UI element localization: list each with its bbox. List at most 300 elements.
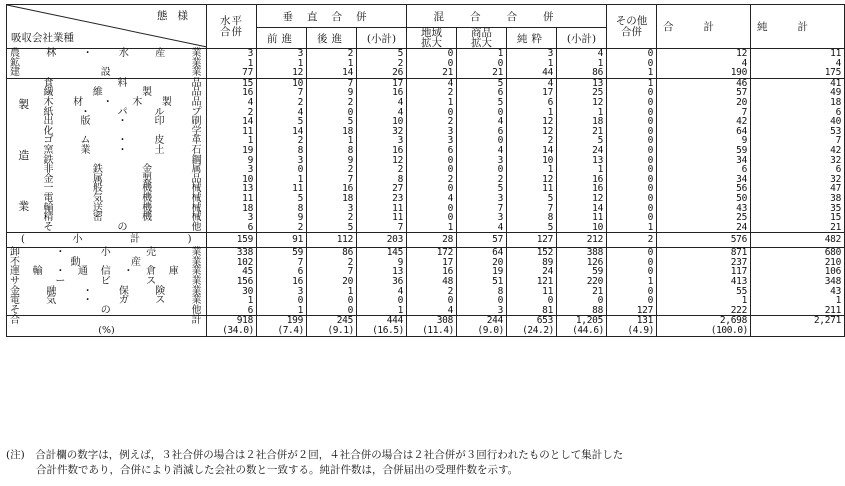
table-cell: 413 [657, 277, 751, 287]
table-cell: 0 [607, 59, 657, 69]
table-cell: 6 [657, 165, 751, 175]
row-label: 食料品 [41, 78, 207, 88]
table-cell: 42 [657, 117, 751, 127]
table-cell: 19 [207, 146, 257, 156]
table-cell: 15 [207, 78, 257, 88]
row-label: 鉄鋼 [41, 156, 207, 166]
table-cell: 91 [257, 233, 307, 248]
table-cell: 2 [307, 213, 357, 223]
table-cell: 0 [407, 204, 457, 214]
table-cell: 0 [607, 156, 657, 166]
table-cell: 34 [657, 156, 751, 166]
table-cell: (4.9) [607, 326, 657, 336]
table-cell: 15 [751, 213, 845, 223]
table-cell: 1,205 [557, 316, 607, 326]
row-label: 精密機械 [41, 213, 207, 223]
table-cell: 0 [607, 88, 657, 98]
table-cell: 0 [457, 165, 507, 175]
table-cell: 49 [751, 88, 845, 98]
row-label: その他 [41, 223, 207, 233]
table-cell: 106 [751, 267, 845, 277]
table-cell: 44 [507, 68, 557, 78]
table-cell: 7 [307, 267, 357, 277]
table-cell: 2 [407, 287, 457, 297]
table-cell: 3 [457, 156, 507, 166]
table-cell: 3 [507, 49, 557, 59]
table-cell: 21 [557, 127, 607, 137]
table-cell: 1 [607, 78, 657, 88]
table-cell: 35 [751, 204, 845, 214]
footnote [6, 448, 796, 478]
table-cell: 0 [607, 184, 657, 194]
table-cell: 40 [751, 117, 845, 127]
table-cell: 2 [407, 117, 457, 127]
table-cell: 127 [607, 306, 657, 316]
table-cell: 2 [207, 108, 257, 118]
table-cell: 12 [357, 156, 407, 166]
footnote-line-1: (注) 合計欄の数字は，例えば，３社合併の場合は２社合併が２回，４社合併の場合は２社合併が３回行われたものとして集計した [6, 449, 624, 461]
table-cell: (44.6) [557, 326, 607, 336]
row-label: 一般機械 [41, 184, 207, 194]
table-cell: 17 [357, 78, 407, 88]
table-cell: 3 [457, 194, 507, 204]
merger-table-wrap [6, 4, 841, 337]
table-cell: 36 [357, 277, 407, 287]
corner-header-mode: 態様 [157, 10, 198, 22]
table-cell: 5 [307, 223, 357, 233]
table-cell: 4 [407, 78, 457, 88]
table-cell: 12 [557, 194, 607, 204]
table-cell: 482 [751, 233, 845, 248]
table-cell: 0 [557, 296, 607, 306]
header-horizontal: 水平合併 [207, 5, 257, 49]
table-cell: 1 [307, 59, 357, 69]
table-cell: 159 [207, 233, 257, 248]
row-label: 繊維製品 [41, 88, 207, 98]
table-cell: 237 [657, 258, 751, 268]
table-cell: 4 [407, 194, 457, 204]
table-cell: 11 [207, 194, 257, 204]
table-cell: 25 [657, 213, 751, 223]
table-cell: 0 [607, 146, 657, 156]
table-cell: 4 [407, 306, 457, 316]
header-product-expand: 商品拡大 [457, 28, 507, 49]
table-cell: 13 [557, 78, 607, 88]
manufacturing-subtotal-row [7, 233, 845, 248]
table-cell: 8 [307, 146, 357, 156]
table-cell: 59 [657, 146, 751, 156]
row-label: ゴム・皮革 [41, 136, 207, 146]
table-cell: 172 [407, 248, 457, 258]
table-cell: 18 [557, 117, 607, 127]
table-cell: 1 [607, 68, 657, 78]
table-cell: 20 [457, 258, 507, 268]
table-cell: 12 [557, 98, 607, 108]
table-cell: 1 [507, 165, 557, 175]
table-cell: 0 [607, 108, 657, 118]
table-cell: 0 [607, 175, 657, 185]
table-cell: 1 [557, 108, 607, 118]
table-cell: 5 [257, 117, 307, 127]
table-cell: 2 [307, 258, 357, 268]
table-cell: 6 [457, 127, 507, 137]
header-region-expand: 地域拡大 [407, 28, 457, 49]
table-cell: 12 [507, 117, 557, 127]
table-cell: 0 [407, 49, 457, 59]
row-label: 運輸・通信・倉庫業 [7, 267, 207, 277]
table-cell: 6 [207, 306, 257, 316]
row-label: サービス業 [7, 277, 207, 287]
table-cell: 12 [657, 49, 751, 59]
table-cell: 2 [257, 98, 307, 108]
table-cell: 10 [257, 78, 307, 88]
table-cell: 53 [751, 127, 845, 137]
table-cell: 9 [657, 136, 751, 146]
table-cell: 222 [657, 306, 751, 316]
table-cell: 17 [407, 258, 457, 268]
row-label: 卸・小売業 [7, 248, 207, 258]
table-cell: 2 [307, 49, 357, 59]
table-cell: 0 [257, 165, 307, 175]
table-cell: 25 [557, 88, 607, 98]
table-cell: 2 [307, 98, 357, 108]
table-cell [751, 326, 845, 336]
table-cell: 0 [457, 59, 507, 69]
table-cell: 7 [657, 108, 751, 118]
table-cell: 1 [507, 108, 557, 118]
table-cell: 0 [507, 296, 557, 306]
table-cell: 13 [357, 267, 407, 277]
row-label: 窯業・土石 [41, 146, 207, 156]
table-cell: 14 [207, 117, 257, 127]
table-cell: 32 [357, 127, 407, 137]
table-cell: 3 [457, 213, 507, 223]
table-cell: 7 [357, 223, 407, 233]
table-cell: 7 [307, 78, 357, 88]
table-cell: 121 [507, 277, 557, 287]
table-cell: 0 [407, 184, 457, 194]
table-cell: 34 [657, 175, 751, 185]
table-cell: 13 [207, 184, 257, 194]
table-cell: 5 [507, 223, 557, 233]
table-cell: 8 [257, 204, 307, 214]
table-cell: 32 [751, 175, 845, 185]
table-cell: 88 [557, 306, 607, 316]
table-cell: 59 [557, 267, 607, 277]
table-cell: 5 [307, 117, 357, 127]
table-cell: 1 [457, 49, 507, 59]
table-cell: 1 [751, 296, 845, 306]
table-cell: 3 [257, 156, 307, 166]
table-cell: 2 [357, 59, 407, 69]
table-cell: 64 [657, 127, 751, 137]
table-cell: 8 [457, 287, 507, 297]
header-pure: 純粋 [507, 28, 557, 49]
table-cell: 2 [407, 175, 457, 185]
table-cell: 2 [607, 233, 657, 248]
percent-row [7, 326, 845, 336]
table-cell: 46 [657, 78, 751, 88]
header-mixed: 混合合併 [407, 5, 607, 28]
table-cell: 4 [357, 108, 407, 118]
table-cell: 59 [257, 248, 307, 258]
table-cell: 3 [407, 127, 457, 137]
table-cell: 0 [407, 108, 457, 118]
table-cell: 190 [657, 68, 751, 78]
table-cell: 10 [357, 117, 407, 127]
table-cell: 5 [457, 98, 507, 108]
table-cell: 3 [357, 136, 407, 146]
table-cell: 38 [751, 194, 845, 204]
table-cell: 14 [507, 146, 557, 156]
table-cell: 18 [751, 98, 845, 108]
table-cell: 576 [657, 233, 751, 248]
table-cell: (100.0) [657, 326, 751, 336]
table-cell: 112 [307, 233, 357, 248]
header-vertical-subtotal: (小計) [357, 28, 407, 49]
table-cell: 5 [507, 194, 557, 204]
table-cell: 0 [607, 287, 657, 297]
table-cell: 5 [457, 78, 507, 88]
table-cell: 4 [257, 108, 307, 118]
table-cell: 55 [657, 287, 751, 297]
table-cell: 245 [307, 316, 357, 326]
table-cell: 11 [207, 127, 257, 137]
table-cell: 13 [557, 156, 607, 166]
table-cell: 7 [257, 88, 307, 98]
table-cell: 6 [407, 146, 457, 156]
table-cell: 21 [751, 223, 845, 233]
table-cell: 14 [257, 127, 307, 137]
row-label: 電気・ガス業 [7, 296, 207, 306]
table-cell: 4 [557, 49, 607, 59]
row-label: 金融・保険業 [7, 287, 207, 297]
table-cell: 4 [751, 59, 845, 69]
merger-statistics-table [6, 4, 845, 337]
table-cell: 1 [307, 287, 357, 297]
corner-header-cell [7, 5, 207, 49]
table-cell: 10 [207, 175, 257, 185]
table-cell: 8 [507, 213, 557, 223]
table-cell: (16.5) [357, 326, 407, 336]
header-total: 合計 [657, 5, 751, 49]
table-cell: 16 [307, 184, 357, 194]
table-cell: 21 [407, 68, 457, 78]
row-label: 輸送機械 [41, 204, 207, 214]
table-cell: 0 [357, 296, 407, 306]
table-cell: 6 [507, 98, 557, 108]
table-cell: 20 [307, 277, 357, 287]
table-cell: 16 [207, 88, 257, 98]
table-cell: 0 [407, 156, 457, 166]
manufacturing-side-char: 造 [18, 148, 30, 162]
table-cell: 1 [307, 136, 357, 146]
table-cell: 4 [657, 59, 751, 69]
table-cell: 43 [751, 287, 845, 297]
row-label: (%) [7, 326, 207, 336]
table-cell: 86 [307, 248, 357, 258]
table-cell: 4 [357, 98, 407, 108]
table-cell: 11 [357, 204, 407, 214]
table-cell: 8 [357, 175, 407, 185]
table-cell: 3 [257, 49, 307, 59]
table-cell: 6 [257, 267, 307, 277]
table-cell: 7 [751, 136, 845, 146]
table-cell: 0 [457, 108, 507, 118]
table-cell: 131 [607, 316, 657, 326]
table-cell: (9.0) [457, 326, 507, 336]
table-cell: 0 [607, 258, 657, 268]
table-cell: 16 [557, 184, 607, 194]
table-cell: 2 [257, 136, 307, 146]
table-cell: 3 [307, 204, 357, 214]
row-label: 合計 [7, 316, 207, 326]
table-cell: 16 [357, 146, 407, 156]
header-forward: 前進 [257, 28, 307, 49]
table-cell: 21 [557, 287, 607, 297]
table-cell: 9 [207, 156, 257, 166]
table-cell: 6 [751, 108, 845, 118]
table-cell: 212 [557, 233, 607, 248]
row-label: 鉱業 [7, 59, 207, 69]
table-cell: 8 [257, 146, 307, 156]
table-cell: (24.2) [507, 326, 557, 336]
table-cell: 45 [207, 267, 257, 277]
table-cell: 1 [407, 98, 457, 108]
table-cell: 0 [607, 204, 657, 214]
table-cell: 0 [307, 296, 357, 306]
table-cell: 5 [557, 136, 607, 146]
manufacturing-side-word [7, 79, 41, 233]
table-cell: 308 [407, 316, 457, 326]
table-cell: 0 [307, 306, 357, 316]
table-cell: 51 [457, 277, 507, 287]
table-cell: 152 [507, 248, 557, 258]
manufacturing-side-label [7, 78, 41, 233]
table-cell: 4 [457, 117, 507, 127]
table-cell: 21 [457, 68, 507, 78]
table-cell: 244 [457, 316, 507, 326]
table-cell: 2,698 [657, 316, 751, 326]
table-cell: 7 [257, 258, 307, 268]
table-cell: 0 [607, 165, 657, 175]
row-label: その他 [7, 306, 207, 316]
row-label: 化学 [41, 127, 207, 137]
table-cell: 6 [207, 223, 257, 233]
table-cell: 1 [207, 59, 257, 69]
table-cell: 0 [457, 136, 507, 146]
row-label: 非鉄金属 [41, 165, 207, 175]
header-backward: 後進 [307, 28, 357, 49]
table-cell: 444 [357, 316, 407, 326]
table-cell: 3 [207, 49, 257, 59]
table-cell: 0 [307, 108, 357, 118]
table-cell: 1 [407, 223, 457, 233]
table-cell: 26 [357, 68, 407, 78]
manufacturing-side-char: 製 [18, 97, 30, 111]
table-cell: (11.4) [407, 326, 457, 336]
table-cell: 0 [607, 127, 657, 137]
table-cell: 16 [407, 267, 457, 277]
table-cell: 7 [507, 204, 557, 214]
table-cell: 1 [257, 59, 307, 69]
table-cell: 1 [357, 306, 407, 316]
table-cell: 7 [307, 175, 357, 185]
table-cell: 10 [507, 156, 557, 166]
table-cell: (9.1) [307, 326, 357, 336]
table-cell: 4 [457, 146, 507, 156]
table-cell: 11 [557, 213, 607, 223]
table-cell: 2 [307, 165, 357, 175]
table-cell: 3 [457, 306, 507, 316]
table-cell: 918 [207, 316, 257, 326]
table-cell: 6 [457, 88, 507, 98]
table-cell: 11 [507, 287, 557, 297]
table-cell: 199 [257, 316, 307, 326]
row-label: 出版・印刷 [41, 117, 207, 127]
table-cell: 1 [257, 306, 307, 316]
table-cell: 4 [357, 287, 407, 297]
table-cell: 57 [457, 233, 507, 248]
table-cell: 0 [407, 165, 457, 175]
table-cell: 210 [751, 258, 845, 268]
table-cell: 0 [407, 213, 457, 223]
table-cell: 24 [507, 267, 557, 277]
table-cell: 18 [307, 194, 357, 204]
table-cell: 24 [657, 223, 751, 233]
table-cell: 145 [357, 248, 407, 258]
table-cell: 102 [207, 258, 257, 268]
table-cell: 5 [257, 194, 307, 204]
row-label: (小計) [7, 233, 207, 248]
table-cell: 11 [751, 49, 845, 59]
table-cell: 18 [207, 204, 257, 214]
table-cell: 0 [607, 98, 657, 108]
table-cell: 0 [607, 117, 657, 127]
table-cell: 16 [357, 88, 407, 98]
table-cell: 14 [307, 68, 357, 78]
table-cell: 6 [751, 165, 845, 175]
table-cell: 2 [407, 88, 457, 98]
table-cell: 12 [507, 127, 557, 137]
table-cell: 653 [507, 316, 557, 326]
table-cell: 3 [207, 165, 257, 175]
table-cell: 57 [657, 88, 751, 98]
table-cell: 0 [607, 136, 657, 146]
table-cell: 16 [557, 175, 607, 185]
row-label: 建設業 [7, 68, 207, 78]
table-cell: 0 [607, 194, 657, 204]
table-cell: 0 [457, 296, 507, 306]
table-cell: 0 [607, 49, 657, 59]
table-cell: 12 [257, 68, 307, 78]
table-cell: 0 [607, 213, 657, 223]
table-cell: 23 [357, 194, 407, 204]
table-cell: 11 [507, 184, 557, 194]
table-cell: 18 [307, 127, 357, 137]
table-cell: 12 [507, 175, 557, 185]
table-cell: 1 [657, 296, 751, 306]
table-cell: (34.0) [207, 326, 257, 336]
table-cell: 1 [557, 165, 607, 175]
table-cell: 9 [357, 258, 407, 268]
table-cell: 4 [207, 98, 257, 108]
table-cell: 10 [557, 223, 607, 233]
table-cell: 127 [507, 233, 557, 248]
table-cell: 43 [657, 204, 751, 214]
table-cell: 871 [657, 248, 751, 258]
table-cell: 1 [607, 223, 657, 233]
